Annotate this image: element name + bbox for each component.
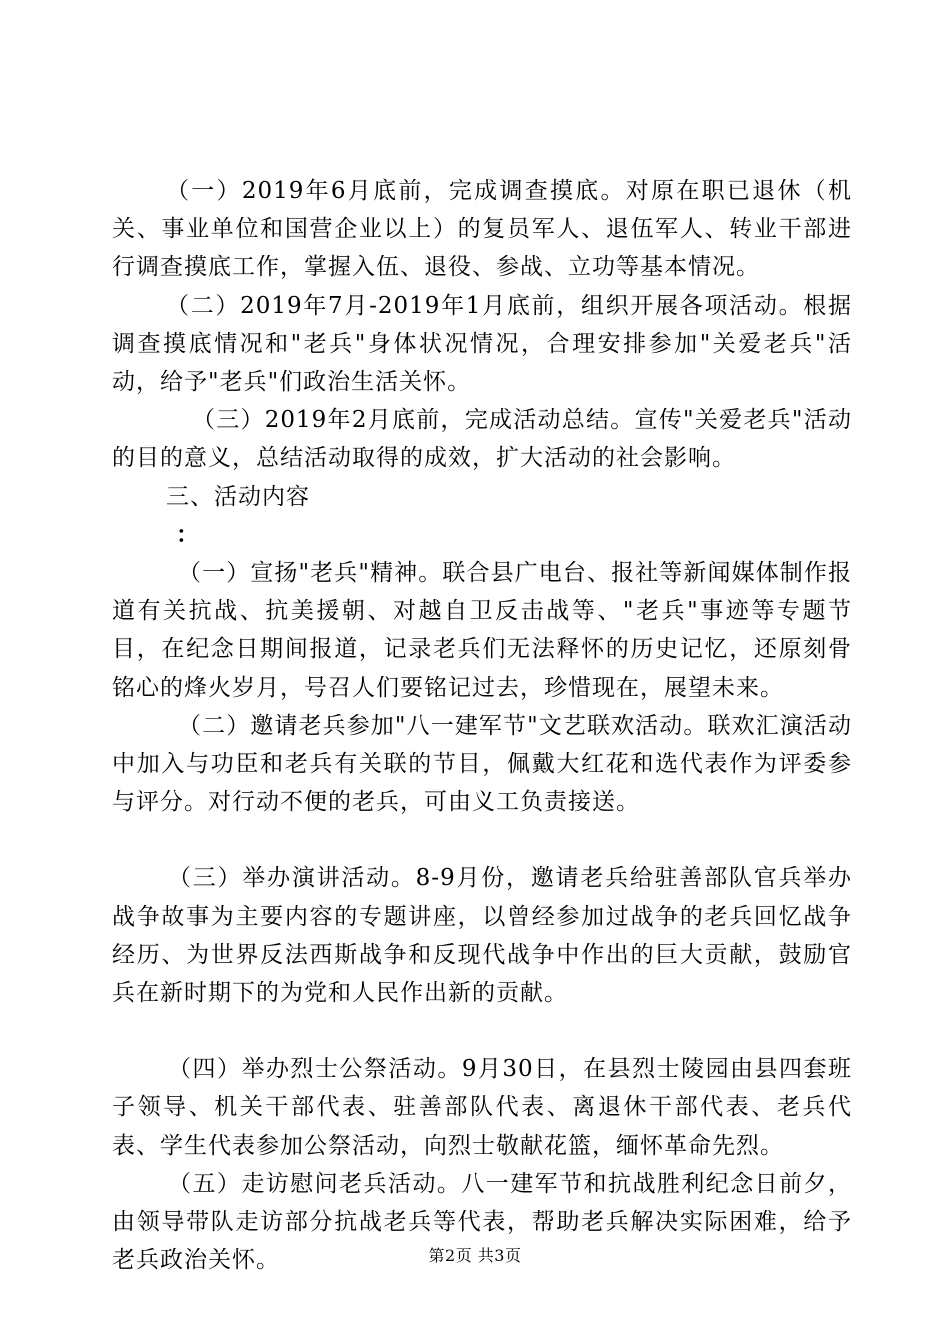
section-heading-activity-content: 三、活动内容 xyxy=(166,483,310,510)
page-number-footer: 第2页 共3页 xyxy=(428,1246,522,1265)
paragraph-schedule-2: （二）2019年7月-2019年1月底前，组织开展各项活动。根据调查摸底情况和"老兵"身体状况情况，合理安排参加"关爱老兵"活动，给予"老兵"们政治生活关怀。 xyxy=(112,292,852,396)
stray-colon: ： xyxy=(176,520,200,548)
paragraph-schedule-1: （一）2019年6月底前，完成调查摸底。对原在职已退休（机关、事业单位和国营企业以上）的复员军人、退伍军人、转业干部进行调查摸底工作，掌握入伍、退役、参战、立功等基本情况。 xyxy=(112,178,852,281)
paragraph-activity-4: （四）举办烈士公祭活动。9月30日，在县烈士陵园由县四套班子领导、机关干部代表、驻善部队代表、离退休干部代表、老兵代表、学生代表参加公祭活动，向烈士敬献花篮，缅怀革命先烈。 xyxy=(112,1056,852,1159)
document-body xyxy=(112,172,852,1279)
paragraph-activity-1: （一）宣扬"老兵"精神。联合县广电台、报社等新闻媒体制作报道有关抗战、抗美援朝、对越自卫反击战等、"老兵"事迹等专题节目，在纪念日期间报道，记录老兵们无法释怀的历史记忆，还原刻骨铭心的烽火岁月，号召人们要铭记过去，珍惜现在，展望未来。 xyxy=(112,560,852,701)
paragraph-schedule-3: （三）2019年2月底前，完成活动总结。宣传"关爱老兵"活动的目的意义，总结活动取得的成效，扩大活动的社会影响。 xyxy=(112,407,852,472)
blank-line xyxy=(112,1012,852,1050)
paragraph-activity-3: （三）举办演讲活动。8-9月份，邀请老兵给驻善部队官兵举办战争故事为主要内容的专题讲座，以曾经参加过战争的老兵回忆战争经历、为世界反法西斯战争和反现代战争中作出的巨大贡献，鼓励官兵在新时期下的为党和人民作出新的贡献。 xyxy=(112,865,852,1007)
blank-line xyxy=(112,821,852,859)
paragraph-activity-5: （五）走访慰问老兵活动。八一建军节和抗战胜利纪念日前夕，由领导带队走访部分抗战老兵等代表，帮助老兵解决实际困难，给予老兵政治关怀。 xyxy=(112,1170,852,1274)
paragraph-activity-2: （二）邀请老兵参加"八一建军节"文艺联欢活动。联欢汇演活动中加入与功臣和老兵有关联的节目，佩戴大红花和选代表作为评委参与评分。对行动不便的老兵，可由义工负责接送。 xyxy=(112,712,852,816)
